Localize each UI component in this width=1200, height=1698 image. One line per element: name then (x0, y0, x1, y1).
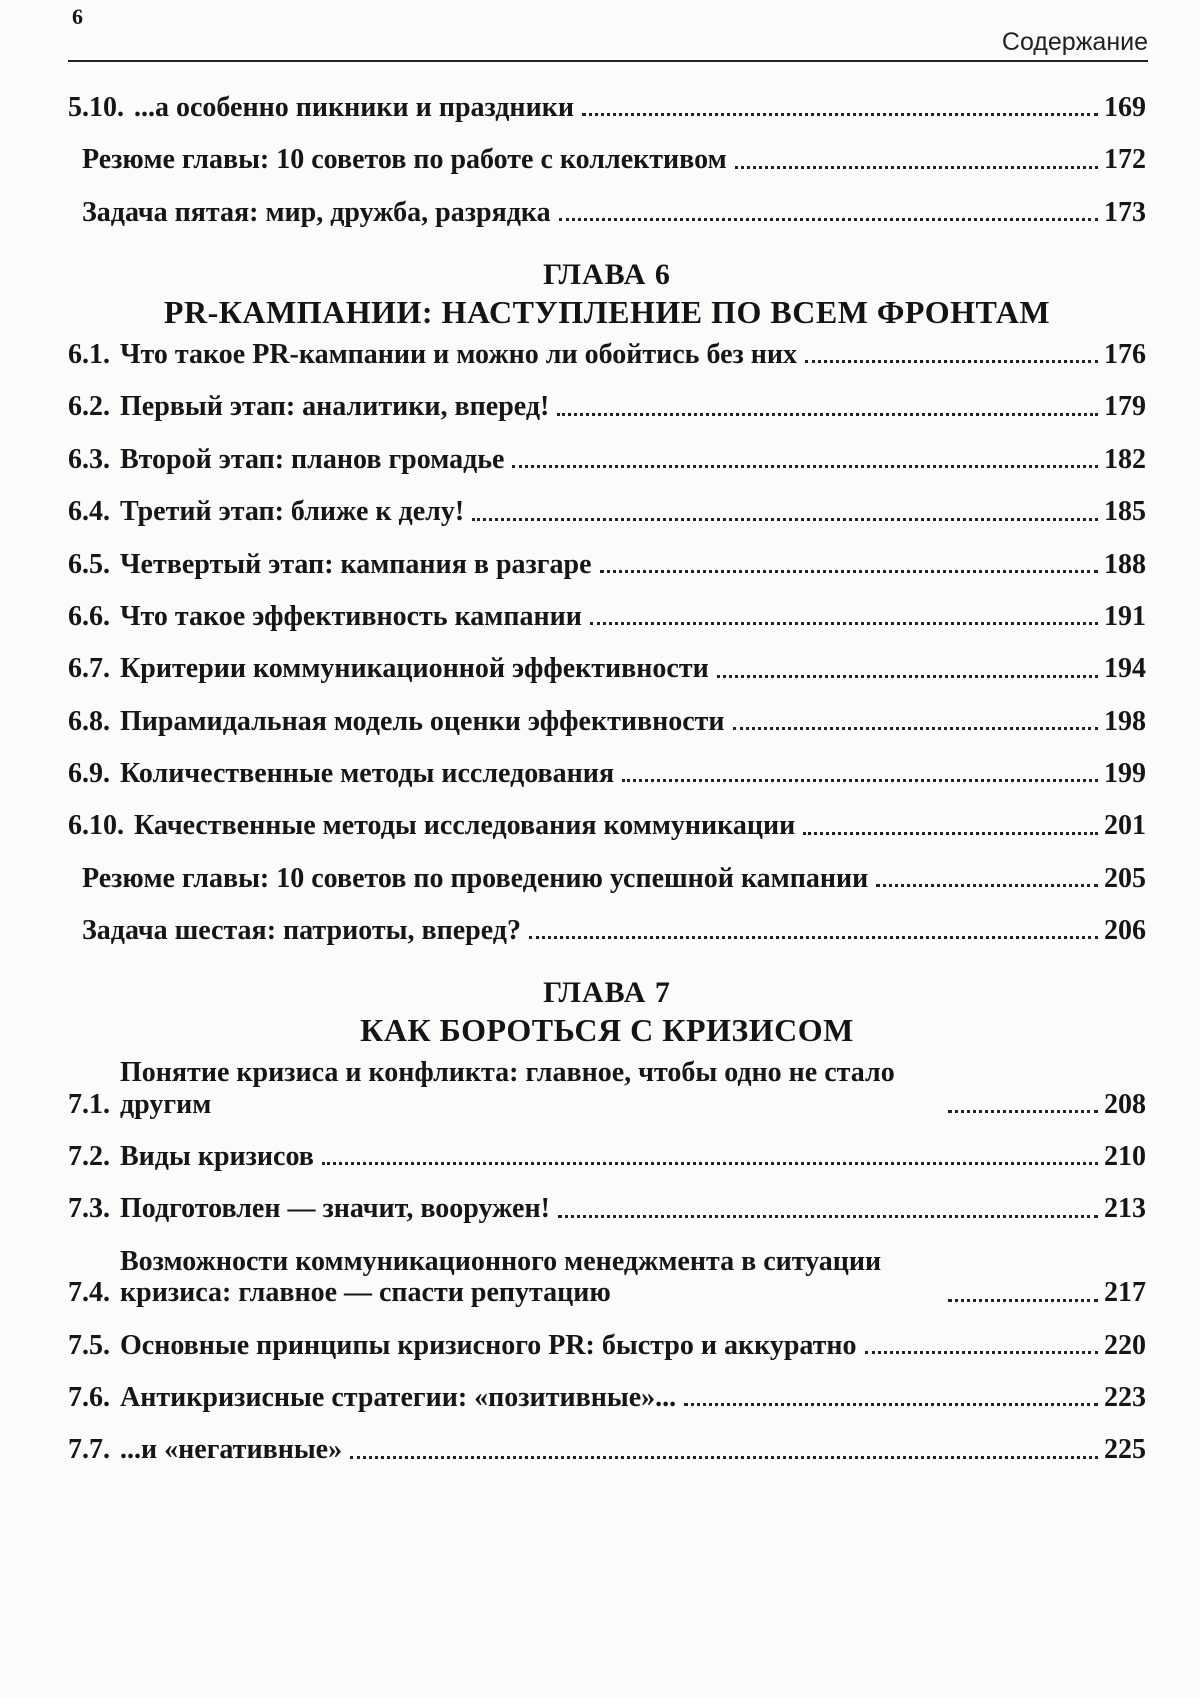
entry-number: 6.9. (68, 757, 110, 789)
toc-entry[interactable] (68, 1057, 1146, 1120)
toc-entry[interactable] (68, 863, 1146, 894)
entry-page: 172 (1104, 144, 1146, 176)
toc-entry[interactable] (68, 92, 1146, 123)
toc-entry[interactable] (68, 549, 1146, 580)
entry-title: Четвертый этап: кампания в разгаре (120, 548, 592, 580)
entry-number: 7.4. (68, 1277, 110, 1309)
toc-entry[interactable] (68, 1246, 1146, 1309)
entry-title: Пирамидальная модель оценки эффективности (120, 705, 725, 737)
chapter-title: PR-КАМПАНИИ: НАСТУПЛЕНИЕ ПО ВСЕМ ФРОНТАМ (163, 294, 1051, 331)
entry-number: 6.2. (68, 391, 110, 423)
entry-title: Критерии коммуникационной эффективности (120, 653, 709, 685)
chapter-label: ГЛАВА 6 (543, 258, 671, 292)
dot-leader (559, 218, 1098, 221)
toc-entry[interactable] (68, 1330, 1146, 1361)
entry-title: Что такое PR-кампании и можно ли обойтись без них (120, 339, 798, 371)
entry-page: 182 (1104, 443, 1146, 475)
entry-title: Задача пятая: мир, дружба, разрядка (82, 196, 551, 228)
entry-page: 191 (1104, 600, 1146, 632)
dot-leader (512, 465, 1098, 468)
entry-title: Качественные методы исследования коммуникации (134, 810, 796, 842)
entry-page: 198 (1104, 705, 1146, 737)
toc-entry[interactable] (68, 653, 1146, 684)
toc-entry[interactable] (68, 810, 1146, 841)
entry-number: 7.3. (68, 1193, 110, 1225)
dot-leader (805, 360, 1098, 363)
entry-number: 7.2. (68, 1141, 110, 1173)
toc-entry[interactable] (68, 1434, 1146, 1465)
entry-title: Основные принципы кризисного PR: быстро и аккуратно (120, 1329, 857, 1361)
toc-entry[interactable] (68, 1141, 1146, 1172)
entry-number: 6.5. (68, 548, 110, 580)
entry-title: ...и «негативные» (120, 1434, 343, 1466)
entry-number: 6.8. (68, 705, 110, 737)
entry-number: 6.6. (68, 600, 110, 632)
entry-title: Виды кризисов (120, 1141, 314, 1173)
entry-title: Второй этап: планов громадье (120, 443, 505, 475)
entry-number: 7.7. (68, 1434, 110, 1466)
entry-page: 185 (1104, 496, 1146, 528)
entry-title: Возможности коммуникационного менеджмента в ситуации кризиса: главное — спасти репутацию (120, 1245, 882, 1309)
entry-title: Подготовлен — значит, вооружен! (120, 1193, 550, 1225)
chapter-label: ГЛАВА 7 (543, 976, 671, 1010)
entry-page: 213 (1104, 1193, 1146, 1225)
entry-title: Резюме главы: 10 советов по проведению успешной кампании (82, 862, 869, 894)
toc-entry[interactable] (68, 496, 1146, 527)
page-number: 6 (72, 4, 83, 29)
entry-number: 6.10. (68, 810, 124, 842)
entry-page: 210 (1104, 1141, 1146, 1173)
dot-leader (717, 675, 1098, 678)
entry-page: 201 (1104, 810, 1146, 842)
dot-leader (735, 166, 1098, 169)
dot-leader (582, 113, 1098, 116)
entry-page: 188 (1104, 548, 1146, 580)
toc-entry[interactable] (68, 758, 1146, 789)
dot-leader (948, 1110, 1098, 1113)
entry-page: 205 (1104, 862, 1146, 894)
entry-title: Антикризисные стратегии: «позитивные»... (120, 1381, 677, 1413)
entry-page: 223 (1104, 1381, 1146, 1413)
entry-page: 225 (1104, 1434, 1146, 1466)
toc-entry[interactable] (68, 1382, 1146, 1413)
chapter-6-heading (68, 258, 1146, 331)
dot-leader (322, 1162, 1098, 1165)
entry-page: 217 (1104, 1277, 1146, 1309)
toc-entry[interactable] (68, 915, 1146, 946)
entry-number: 6.1. (68, 339, 110, 371)
dot-leader (684, 1403, 1098, 1406)
dot-leader (733, 727, 1098, 730)
entry-title: Резюме главы: 10 советов по работе с коллективом (82, 144, 727, 176)
toc-entry[interactable] (68, 601, 1146, 632)
dot-leader (865, 1351, 1098, 1354)
toc-entry[interactable] (68, 1193, 1146, 1224)
entry-title: ...а особенно пикники и праздники (134, 92, 574, 123)
entry-title: Понятие кризиса и конфликта: главное, чтобы одно не стало другим (120, 1057, 895, 1120)
dot-leader (557, 413, 1098, 416)
entry-number: 6.3. (68, 443, 110, 475)
running-head: Содержание (1001, 28, 1148, 56)
toc-entry[interactable] (68, 444, 1146, 475)
entry-page: 169 (1104, 92, 1146, 123)
entry-page: 206 (1104, 915, 1146, 947)
entry-page: 176 (1104, 339, 1146, 371)
entry-title: Количественные методы исследования (120, 757, 615, 789)
dot-leader (803, 832, 1098, 835)
chapter-title: КАК БОРОТЬСЯ С КРИЗИСОМ (360, 1012, 854, 1049)
entry-title: Задача шестая: патриоты, вперед? (82, 915, 521, 947)
dot-leader (590, 622, 1098, 625)
dot-leader (350, 1456, 1098, 1459)
entry-page: 194 (1104, 653, 1146, 685)
table-of-contents (68, 92, 1146, 1487)
entry-page: 179 (1104, 391, 1146, 423)
entry-page: 199 (1104, 757, 1146, 789)
toc-entry[interactable] (68, 144, 1146, 175)
toc-entry[interactable] (68, 706, 1146, 737)
entry-title: Третий этап: ближе к делу! (120, 496, 465, 528)
entry-page: 220 (1104, 1329, 1146, 1361)
entry-number: 7.6. (68, 1381, 110, 1413)
dot-leader (876, 884, 1098, 887)
entry-title: Что такое эффективность кампании (120, 600, 582, 632)
entry-number: 7.1. (68, 1088, 110, 1120)
entry-title: Первый этап: аналитики, вперед! (120, 391, 550, 423)
entry-number: 6.7. (68, 653, 110, 685)
dot-leader (948, 1299, 1098, 1302)
dot-leader (600, 570, 1098, 573)
dot-leader (529, 936, 1098, 939)
entry-number: 5.10. (68, 92, 124, 123)
toc-entry[interactable] (68, 197, 1146, 228)
toc-entry[interactable] (68, 391, 1146, 422)
dot-leader (622, 779, 1098, 782)
entry-page: 173 (1104, 196, 1146, 228)
entry-page: 208 (1104, 1088, 1146, 1120)
dot-leader (472, 518, 1098, 521)
toc-entry[interactable] (68, 339, 1146, 370)
header-rule (68, 60, 1148, 62)
entry-number: 6.4. (68, 496, 110, 528)
entry-number: 7.5. (68, 1329, 110, 1361)
chapter-7-heading (68, 976, 1146, 1049)
dot-leader (558, 1215, 1098, 1218)
